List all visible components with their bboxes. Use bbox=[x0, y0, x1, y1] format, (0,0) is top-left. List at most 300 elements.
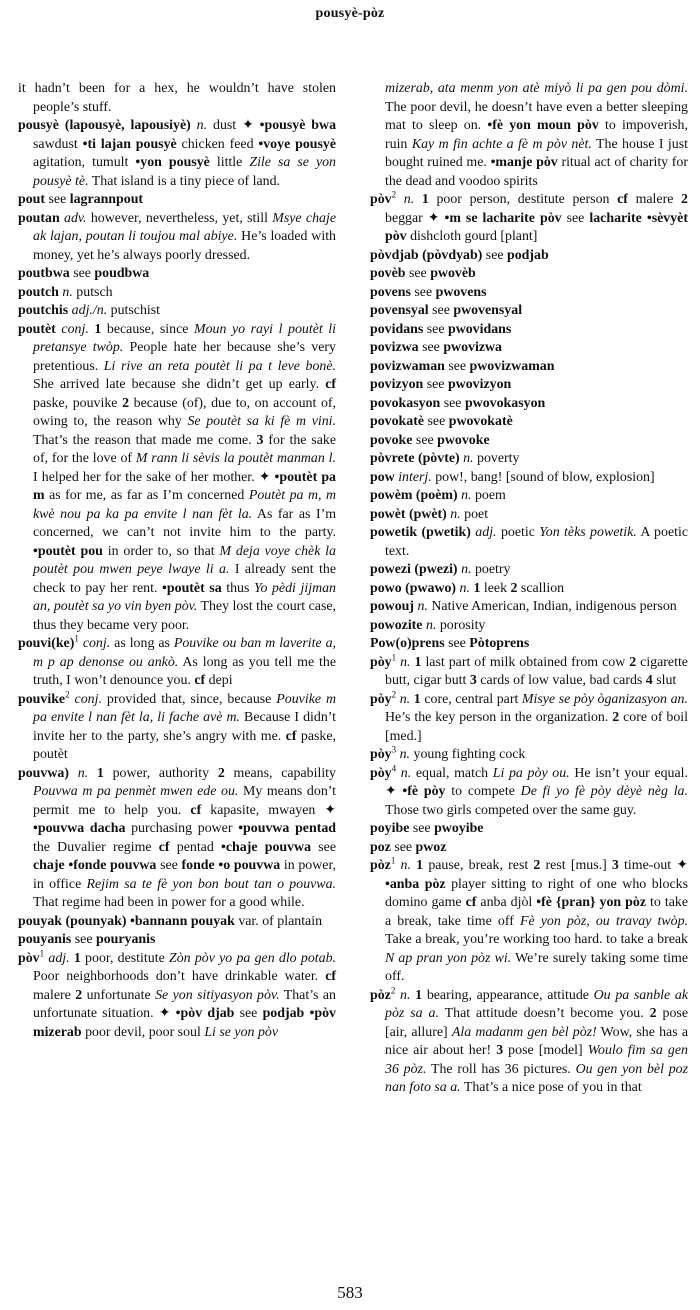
headword-text: powouj bbox=[370, 599, 414, 614]
entry-text: The house I just bought ruined me. bbox=[385, 136, 688, 170]
headword-text: pòy bbox=[370, 691, 392, 707]
headword-text: •pòv djab bbox=[175, 1006, 235, 1021]
entry-text: sawdust bbox=[33, 136, 83, 152]
italic-text: M rann li sèvis la poutèt manman l. bbox=[135, 451, 336, 466]
headword-text: powezi (pwezi) bbox=[370, 562, 458, 577]
entry-text: time-out ✦ bbox=[618, 858, 688, 873]
italic-text: Zile sa se yon pousyè tè. bbox=[33, 155, 336, 189]
headword-text: 3 bbox=[256, 432, 264, 448]
entry-text: in order to, so that bbox=[102, 543, 220, 559]
italic-text: Pouvike ou ban m laverite a, m p ap denonse ou ankò. bbox=[33, 636, 336, 670]
italic-text: interj. bbox=[398, 469, 432, 485]
entry-text: see bbox=[561, 210, 590, 226]
headword-text: poutbwa bbox=[18, 266, 70, 281]
headword-text: pouyanis bbox=[18, 932, 72, 947]
headword-text: •yon pousyè bbox=[135, 155, 210, 170]
entry-text: The poor devil, he doesn’t have even a better sleeping mat to sleep on. bbox=[385, 99, 688, 133]
entry-text: because, since bbox=[101, 321, 194, 337]
italic-text: n. bbox=[62, 284, 73, 300]
entry-text: poem bbox=[471, 488, 506, 503]
headword-text: 1 bbox=[416, 858, 424, 873]
entry-text: A poetic text. bbox=[385, 525, 688, 559]
headword-text: pouryanis bbox=[95, 932, 156, 947]
headword-text: 2 bbox=[681, 192, 688, 207]
entry-text: core of boil [med.] bbox=[385, 710, 688, 744]
entry-text: That’s a nice pose of you in that bbox=[460, 1080, 642, 1095]
italic-text: Li pa pòy ou. bbox=[492, 765, 570, 781]
dictionary-entry bbox=[370, 358, 688, 377]
dictionary-entry bbox=[18, 635, 336, 691]
dictionary-entry bbox=[370, 413, 688, 432]
italic-text: mizerab, ata menm yon atè miyò li pa gen pou dòmi. bbox=[385, 81, 688, 96]
italic-text: Ou gen yon bèl poz nan foto sa a. bbox=[385, 1061, 689, 1095]
entry-text: putsch bbox=[72, 284, 113, 300]
dictionary-entry bbox=[370, 487, 688, 506]
dictionary-entry bbox=[370, 247, 688, 266]
italic-text: adj. bbox=[48, 950, 70, 966]
entry-text: cards of low value, bad cards bbox=[476, 673, 646, 688]
dictionary-entry bbox=[370, 561, 688, 580]
headword-text: pòz bbox=[370, 987, 391, 1003]
superscript: 1 bbox=[74, 633, 79, 644]
entry-text: The roll has 36 pictures. bbox=[426, 1061, 576, 1077]
entry-text: They lost the court case, thus they became very poor. bbox=[33, 599, 336, 633]
headword-text: •pòv mizerab bbox=[33, 1006, 336, 1040]
headword-text: pòy bbox=[370, 747, 392, 762]
italic-text: adj. bbox=[475, 525, 497, 540]
italic-text: conj. bbox=[61, 321, 89, 337]
entry-text: see bbox=[71, 932, 96, 947]
headword-text: •fè yon moun pòv bbox=[487, 118, 599, 133]
entry-text: poor, destitute bbox=[80, 950, 169, 966]
headword-text: cf bbox=[190, 802, 202, 818]
dictionary-entry bbox=[370, 191, 688, 247]
superscript: 3 bbox=[391, 744, 397, 755]
headword-text: 1 bbox=[94, 321, 102, 337]
entry-text: var. of plantain bbox=[234, 913, 323, 929]
headword-text: pwovidans bbox=[447, 321, 512, 337]
superscript: 2 bbox=[65, 688, 70, 699]
entry-text: My means don’t permit me to help you. bbox=[33, 784, 336, 818]
entry-text: poor devil, poor soul bbox=[81, 1024, 205, 1040]
italic-text: Yo pèdi jijman an, poutèt sa yo vin byen pòv. bbox=[33, 580, 336, 614]
entry-text: anba djòl bbox=[476, 895, 537, 910]
entry-text: putschist bbox=[107, 303, 161, 318]
superscript: 1 bbox=[390, 855, 396, 866]
headword-text: pout bbox=[18, 192, 46, 207]
headword-text: 3 bbox=[496, 1043, 504, 1058]
italic-text: n. bbox=[463, 451, 474, 466]
headword-text: cf bbox=[325, 377, 336, 392]
italic-text: Moun yo rayi l poutèt li pretansye twòp. bbox=[33, 321, 337, 355]
entry-text: Take a break, you’re working too hard. to take a break bbox=[385, 932, 688, 947]
italic-text: n. bbox=[450, 506, 461, 522]
entry-text: pause, break, rest bbox=[423, 858, 534, 873]
entry-text bbox=[396, 192, 404, 207]
headword-text: pousyè (lapousyè, lapousiyè) bbox=[18, 118, 191, 133]
entry-text bbox=[88, 766, 97, 781]
entry-text: As long as you tell me the truth, I won’t denounce you. bbox=[33, 654, 336, 688]
entry-text: to take a break, take time off bbox=[385, 895, 688, 929]
headword-text: pouvi(ke) bbox=[18, 636, 75, 651]
headword-text: •bannann pouyak bbox=[129, 913, 235, 929]
headword-text: 1 bbox=[73, 950, 81, 966]
entry-text: to compete bbox=[445, 784, 521, 799]
headword-text: poyibe bbox=[370, 821, 410, 836]
headword-text: 1 bbox=[413, 691, 421, 707]
headword-text: pwovizwaman bbox=[469, 358, 555, 374]
italic-text: n. bbox=[400, 858, 411, 873]
headword-text: 2 bbox=[122, 395, 130, 411]
headword-text: chaje bbox=[33, 858, 65, 873]
dictionary-entry bbox=[370, 265, 688, 284]
entry-text: Those two girls competed over the same guy. bbox=[385, 802, 637, 818]
italic-text: n. bbox=[459, 580, 470, 596]
headword-text: pwovokatè bbox=[448, 414, 513, 429]
italic-text: n. bbox=[400, 987, 411, 1003]
headword-text: pòvdjab (pòvdyab) bbox=[370, 247, 483, 263]
entry-text: in power, in office bbox=[33, 858, 336, 892]
headword-text: 3 bbox=[611, 858, 619, 873]
entry-text: People hate her because she’s very pretentious. bbox=[33, 340, 336, 374]
headword-text: 2 bbox=[510, 580, 518, 596]
italic-text: n. bbox=[399, 691, 411, 707]
headword-text: •fonde pouvwa bbox=[68, 858, 157, 873]
entry-text: malere bbox=[33, 987, 76, 1003]
italic-text: Yon tèks powetik. bbox=[539, 525, 637, 540]
headword-text: pwoyibe bbox=[434, 821, 484, 836]
headword-text: povizyon bbox=[370, 377, 424, 392]
headword-text: •m se lacharite pòv bbox=[444, 210, 562, 226]
headword-text: powèt (pwèt) bbox=[370, 506, 447, 522]
entry-text: see bbox=[45, 192, 70, 207]
italic-text: n. bbox=[400, 765, 412, 781]
italic-text: n. bbox=[400, 654, 411, 670]
headword-text: Pow(o)prens bbox=[370, 636, 445, 651]
dictionary-entry bbox=[18, 302, 336, 321]
entry-text: see bbox=[234, 1006, 263, 1021]
italic-text: Ala madanm gen bèl pòz! bbox=[451, 1024, 597, 1040]
entry-text: slut bbox=[652, 673, 677, 688]
entry-text: dishcloth gourd [plant] bbox=[406, 229, 538, 244]
italic-text: conj. bbox=[74, 691, 102, 707]
italic-text: Zòn pòv yo pa gen dlo potab. bbox=[168, 950, 336, 966]
italic-text: Poutèt pa m, m kwè nou pa ka pa envite l nan fèt la. bbox=[33, 488, 336, 522]
headword-text: 4 bbox=[645, 673, 653, 688]
entry-text: poverty bbox=[473, 451, 520, 466]
entry-text: player sitting to right of one who blocks domino game bbox=[385, 876, 688, 910]
headword-text: pwoz bbox=[415, 839, 447, 855]
entry-text: as long as bbox=[110, 636, 174, 651]
headword-text: fonde bbox=[181, 858, 215, 873]
entry-text: rest [mus.] bbox=[540, 858, 612, 873]
entry-text: means, capability bbox=[224, 765, 336, 781]
entry-text: thus bbox=[221, 580, 254, 596]
entry-text: poor person, destitute person bbox=[428, 192, 618, 207]
entry-text: because (of), due to, on account of, owing to, the reason why bbox=[33, 395, 336, 429]
entry-text: pow!, bang! [sound of blow, explosion] bbox=[431, 469, 655, 485]
entry-text: see bbox=[428, 303, 454, 318]
dictionary-entry bbox=[370, 284, 688, 303]
entry-text: poetry bbox=[471, 562, 511, 577]
entry-text: see bbox=[311, 839, 336, 855]
headword-text: povokasyon bbox=[370, 395, 441, 411]
headword-text: povizwaman bbox=[370, 358, 445, 374]
entry-text: Poor neighborhoods don’t have drinkable water. bbox=[33, 969, 326, 984]
dictionary-entry bbox=[18, 765, 336, 913]
headword-text: powo (pwawo) bbox=[370, 580, 457, 596]
italic-text: Li rive an reta poutèt li pa t leve bonè. bbox=[103, 358, 336, 374]
headword-text: cf bbox=[465, 895, 477, 910]
entry-text: see bbox=[410, 284, 436, 300]
left-column bbox=[18, 80, 336, 1042]
dictionary-entry bbox=[18, 321, 336, 636]
italic-text: adv. bbox=[64, 210, 87, 226]
entry-text: see bbox=[440, 395, 465, 411]
italic-text: n. bbox=[461, 562, 472, 577]
entry-text: poet bbox=[460, 506, 489, 522]
italic-text: Msye chaje ak lajan, poutan li toujou mal abiye. bbox=[33, 210, 336, 244]
entry-text: pose [air, allure] bbox=[385, 1006, 689, 1040]
headword-text: •poutèt sa bbox=[162, 580, 222, 596]
headword-text: •sèvyèt pòv bbox=[385, 210, 688, 244]
headword-text: •o pouvwa bbox=[218, 858, 281, 873]
dictionary-entry bbox=[370, 432, 688, 451]
dictionary-entry bbox=[18, 947, 336, 1043]
italic-text: Se yon sitiyasyon pòv. bbox=[155, 987, 280, 1003]
entry-text: unfortunate bbox=[82, 987, 156, 1003]
italic-text: Fè yon pòz, ou travay twòp. bbox=[519, 913, 689, 929]
superscript: 2 bbox=[391, 189, 397, 200]
entry-text: beggar ✦ bbox=[385, 210, 445, 226]
italic-text: conj. bbox=[82, 636, 111, 651]
entry-text: As far as I’m concerned, we can’t not invite him to the party. bbox=[33, 506, 337, 540]
headword-text: pow bbox=[370, 469, 395, 485]
headword-text: powèm (poèm) bbox=[370, 488, 458, 503]
superscript: 1 bbox=[391, 651, 397, 662]
entry-text: kapasite, mwayen ✦ bbox=[201, 802, 336, 818]
entry-text: leek bbox=[480, 580, 511, 596]
entry-text: as for me, as far as I’m concerned bbox=[44, 488, 249, 503]
headword-text: 2 bbox=[649, 1006, 657, 1021]
entry-text: see bbox=[418, 340, 444, 355]
entry-text: agitation, tumult bbox=[33, 155, 136, 170]
dictionary-entry bbox=[370, 617, 688, 636]
entry-text: however, nevertheless, yet, still bbox=[86, 210, 273, 226]
entry-text: see bbox=[156, 858, 182, 873]
italic-text: Rejim sa te fè yon bon bout tan o pouvwa. bbox=[86, 876, 336, 892]
dictionary-entry bbox=[370, 839, 688, 858]
entry-text bbox=[69, 766, 78, 781]
entry-text: malere bbox=[627, 192, 682, 207]
dictionary-entry bbox=[370, 395, 688, 414]
headword-text: pouyak (pounyak) bbox=[18, 913, 127, 929]
page-number: 583 bbox=[337, 1283, 363, 1302]
headword-text: 1 bbox=[421, 192, 429, 207]
entry-text: see bbox=[444, 358, 470, 374]
italic-text: Kay m fin achte a fè m pòv nèt. bbox=[411, 136, 592, 152]
italic-text: n. bbox=[77, 765, 89, 781]
headword-text: •fè {pran} yon pòz bbox=[536, 895, 646, 910]
entry-text: see bbox=[444, 636, 470, 651]
headword-text: •ti lajan pousyè bbox=[82, 136, 177, 152]
headword-text: povizwa bbox=[370, 340, 419, 355]
entry-text: equal, match bbox=[411, 765, 493, 781]
headword-text: •pouvwa dacha bbox=[33, 821, 126, 836]
dictionary-entry bbox=[370, 762, 688, 821]
superscript: 2 bbox=[391, 688, 397, 699]
headword-text: 2 bbox=[217, 765, 225, 781]
entry-text: dust ✦ bbox=[207, 118, 260, 133]
dictionary-entry bbox=[370, 506, 688, 525]
headword-text: pòvrete (pòvte) bbox=[370, 451, 460, 466]
headword-text: povidans bbox=[370, 321, 424, 337]
headword-text: lagrannpout bbox=[69, 192, 144, 207]
entry-text: for the sake of, for the love of bbox=[33, 432, 336, 466]
headword-text: podjab bbox=[507, 247, 549, 263]
dictionary-entry bbox=[18, 265, 336, 284]
entry-text: That island is a tiny piece of land. bbox=[88, 173, 281, 189]
headword-text: •voye pousyè bbox=[258, 136, 337, 152]
entry-text: power, authority bbox=[103, 765, 218, 781]
entry-text: to impoverish, ruin bbox=[385, 118, 688, 152]
entry-text: depi bbox=[205, 673, 233, 688]
entry-text: Native American, Indian, indigenous person bbox=[427, 599, 677, 614]
entry-text: core, central part bbox=[420, 691, 522, 707]
headword-text: lacharite bbox=[589, 210, 642, 226]
dictionary-entry bbox=[18, 931, 336, 950]
headword-text: povens bbox=[370, 284, 411, 300]
headword-text: pòv bbox=[18, 950, 40, 966]
entry-text: That’s the reason that made me come. bbox=[33, 432, 257, 448]
headword-text: Pòtoprens bbox=[469, 636, 530, 651]
entry-text: chicken feed bbox=[176, 136, 259, 152]
dictionary-entry bbox=[370, 635, 688, 654]
headword-text: pwovoke bbox=[437, 432, 490, 448]
superscript: 4 bbox=[391, 762, 397, 773]
dictionary-entry bbox=[370, 321, 688, 340]
headword-text: powetik (pwetik) bbox=[370, 525, 471, 540]
dictionary-entry bbox=[370, 524, 688, 561]
headword-text: podjab bbox=[262, 1006, 305, 1021]
headword-text: 1 bbox=[473, 580, 481, 596]
entry-text: see bbox=[409, 821, 435, 836]
entry-text: That’s an unfortunate situation. ✦ bbox=[33, 987, 336, 1021]
headword-text: 1 bbox=[414, 654, 422, 670]
headword-text: cf bbox=[285, 728, 297, 744]
entry-text: young fighting cock bbox=[410, 747, 526, 762]
headword-text: povensyal bbox=[370, 303, 429, 318]
dictionary-entry bbox=[18, 191, 336, 210]
superscript: 2 bbox=[390, 984, 396, 995]
italic-text: n. bbox=[461, 488, 472, 503]
dictionary-entry bbox=[370, 746, 688, 765]
dictionary-entry bbox=[370, 469, 688, 488]
entry-text: pentad bbox=[169, 839, 222, 855]
headword-text: poutèt bbox=[18, 321, 56, 337]
headword-text: pwovizwa bbox=[443, 340, 502, 355]
dictionary-entry bbox=[370, 376, 688, 395]
entry-text: cigarette butt, cigar butt bbox=[385, 654, 688, 688]
headword-text: pòy bbox=[370, 765, 392, 781]
headword-text: cf bbox=[617, 192, 628, 207]
italic-text: adj./n. bbox=[71, 303, 108, 318]
headword-text: •anba pòz bbox=[385, 876, 446, 892]
headword-text: cf bbox=[194, 673, 206, 688]
italic-text: n. bbox=[403, 192, 415, 207]
headword-text: poutchis bbox=[18, 303, 69, 318]
dictionary-entry bbox=[18, 117, 336, 191]
entry-text: I helped her for the sake of her mother. ✦ bbox=[33, 469, 275, 485]
entry-text: last part of milk obtained from cow bbox=[421, 654, 630, 670]
entry-text: see bbox=[412, 432, 438, 448]
headword-text: cf bbox=[158, 839, 170, 855]
italic-text: De fi yo fè pòy dèyè nèg la. bbox=[520, 784, 688, 799]
dictionary-entry bbox=[370, 598, 688, 617]
italic-text: Pouvike m pa envite l nan fèt la, li fache avè m. bbox=[33, 691, 336, 725]
headword-text: povokatè bbox=[370, 414, 425, 429]
headword-text: poudbwa bbox=[94, 266, 150, 281]
headword-text: 2 bbox=[533, 858, 541, 873]
italic-text: M deja voye chèk la poutèt pou mwen peye lwaye li a. bbox=[33, 543, 336, 577]
dictionary-entry bbox=[370, 688, 688, 747]
entry-text: see bbox=[423, 321, 448, 337]
entry-text: scallion bbox=[517, 580, 565, 596]
italic-text: n. bbox=[399, 747, 411, 762]
headword-text: pouvwa) bbox=[18, 765, 69, 781]
headword-text: 2 bbox=[75, 987, 83, 1003]
headword-text: poutch bbox=[18, 284, 59, 300]
dictionary-entry bbox=[370, 80, 688, 191]
entry-text: see bbox=[424, 414, 449, 429]
headword-text: povoke bbox=[370, 432, 413, 448]
italic-text: n. bbox=[417, 599, 428, 614]
headword-text: poutan bbox=[18, 210, 60, 226]
headword-text: pwovensyal bbox=[453, 303, 523, 318]
italic-text: Ou pa sanble ak pòz sa a. bbox=[385, 987, 688, 1021]
headword-text: •pousyè bwa bbox=[259, 118, 337, 133]
headword-text: 3 bbox=[469, 673, 477, 688]
italic-text: Misye se pòy òganizasyon an. bbox=[521, 691, 688, 707]
headword-text: 2 bbox=[629, 654, 637, 670]
dictionary-entry bbox=[370, 857, 688, 987]
dictionary-entry bbox=[18, 80, 336, 117]
entry-text: She arrived late because she didn’t get up early. bbox=[33, 377, 326, 392]
dictionary-entry bbox=[18, 284, 336, 303]
headword-text: •fè pòy bbox=[402, 784, 446, 799]
entry-text: see bbox=[69, 266, 95, 281]
entry-text: bearing, appearance, attitude bbox=[422, 987, 594, 1003]
headword-text: pòz bbox=[370, 858, 391, 873]
italic-text: N ap pran yon pòz wi. bbox=[385, 950, 512, 966]
dictionary-entry bbox=[370, 820, 688, 839]
entry-text: it hadn’t been for a hex, he wouldn’t have stolen people’s stuff. bbox=[18, 81, 336, 115]
headword-text: pwovens bbox=[435, 284, 487, 300]
entry-text: little bbox=[209, 155, 250, 170]
dictionary-entry bbox=[370, 651, 688, 691]
headword-text: pòy bbox=[370, 654, 392, 670]
headword-text: povèb bbox=[370, 266, 406, 281]
entry-text: I already sent the check to pay her rent. bbox=[33, 562, 336, 596]
headword-text: •poutèt pou bbox=[33, 543, 103, 559]
italic-text: Li se yon pòv bbox=[204, 1024, 278, 1040]
italic-text: Se poutèt sa ki fè m vini. bbox=[187, 414, 337, 429]
entry-text: He’s loaded with money, yet he’s always poorly dressed. bbox=[33, 229, 337, 263]
entry-text: purchasing power bbox=[125, 821, 239, 836]
superscript: 1 bbox=[39, 947, 45, 958]
dictionary-entry bbox=[18, 913, 336, 932]
headword-text: powozite bbox=[370, 617, 423, 633]
